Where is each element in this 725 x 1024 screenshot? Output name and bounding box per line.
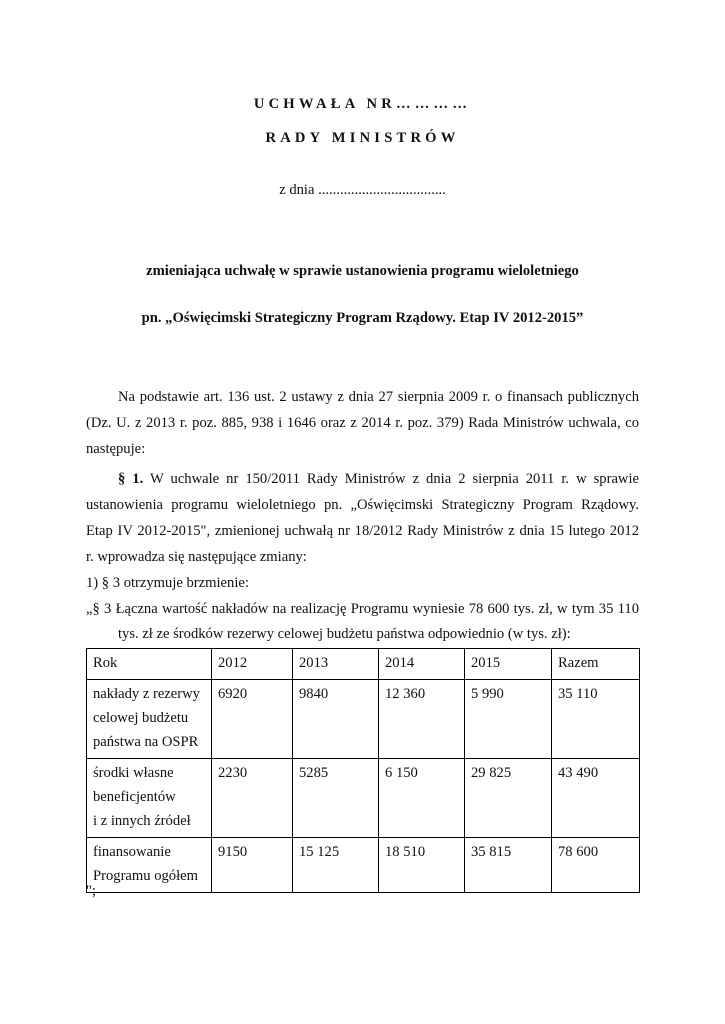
header-cell: 2014 (379, 649, 465, 680)
subject-line-1: zmieniająca uchwałę w sprawie ustanowienia programu wieloletniego (146, 263, 579, 279)
value-cell: 9150 (212, 838, 293, 893)
value-cell: 6 150 (379, 759, 465, 838)
row-label-line: Programu ogółem (93, 868, 198, 884)
value-cell: 9840 (293, 680, 379, 759)
section-1-mark: § 1. (118, 471, 144, 487)
change-1-line: 1) § 3 otrzymuje brzmienie: (86, 575, 249, 591)
value-cell: 15 125 (293, 838, 379, 893)
value-cell: 35 815 (465, 838, 552, 893)
header-cell: 2013 (293, 649, 379, 680)
row-label-cell (87, 680, 212, 759)
header-cell: 2015 (465, 649, 552, 680)
section-1-line-1 (118, 470, 639, 488)
value-cell: 12 360 (379, 680, 465, 759)
paragraph-3-line-1: „§ 3 Łączna wartość nakładów na realizację Programu wyniesie 78 600 tys. zł, w tym 35 110 (86, 601, 639, 617)
value-cell: 78 600 (552, 838, 640, 893)
section-1-line-3: Etap IV 2012-2015", zmienionej uchwałą nr 18/2012 Rady Ministrów z dnia 15 lutego 2012 (86, 523, 639, 539)
row-label-line: beneficjentów (93, 789, 176, 805)
paragraph-3-line-2: tys. zł ze środków rezerwy celowej budżetu państwa odpowiednio (w tys. zł): (118, 626, 571, 642)
funding-table-body (87, 649, 640, 893)
legal-basis-line-3: następuje: (86, 441, 146, 457)
row-label-line: nakłady z rezerwy (93, 686, 200, 702)
header-cell: Razem (552, 649, 640, 680)
header-cell: 2012 (212, 649, 293, 680)
section-1-line-4: r. wprowadza się następujące zmiany: (86, 549, 307, 565)
value-cell: 35 110 (552, 680, 640, 759)
row-label-cell (87, 759, 212, 838)
table-row (87, 759, 640, 838)
closing-quote: "; (86, 883, 97, 899)
row-label-line: państwa na OSPR (93, 734, 199, 750)
value-cell: 18 510 (379, 838, 465, 893)
funding-table (86, 648, 640, 893)
value-cell: 29 825 (465, 759, 552, 838)
section-1-line-2: ustanowienia programu wieloletniego pn. „Oświęcimski Strategiczny Program Rządowy. (86, 497, 639, 513)
row-label-line: środki własne (93, 765, 174, 781)
row-label-line: finansowanie (93, 844, 171, 860)
value-cell: 43 490 (552, 759, 640, 838)
table-row (87, 680, 640, 759)
value-cell: 2230 (212, 759, 293, 838)
legal-basis-line-1: Na podstawie art. 136 ust. 2 ustawy z dnia 27 sierpnia 2009 r. o finansach publicznych (118, 389, 639, 405)
subject-line-2: pn. „Oświęcimski Strategiczny Program Rządowy. Etap IV 2012-2015” (141, 310, 584, 326)
table-header-row (87, 649, 640, 680)
value-cell: 5 990 (465, 680, 552, 759)
row-label-line: celowej budżetu (93, 710, 189, 726)
legal-basis-line-2: (Dz. U. z 2013 r. poz. 885, 938 i 1646 oraz z 2014 r. poz. 379) Rada Ministrów uchwala, co (86, 415, 639, 431)
section-1-line-1-text: W uchwale nr 150/2011 Rady Ministrów z dnia 2 sierpnia 2011 r. w sprawie (150, 471, 640, 487)
header-cell-year-label: Rok (87, 649, 212, 680)
date-line: z dnia ................................... (279, 182, 446, 198)
council-of-ministers-heading: RADY MINISTRÓW (265, 130, 460, 146)
resolution-heading: UCHWAŁA NR………… (253, 96, 472, 112)
value-cell: 6920 (212, 680, 293, 759)
row-label-line: i z innych źródeł (93, 813, 191, 829)
value-cell: 5285 (293, 759, 379, 838)
